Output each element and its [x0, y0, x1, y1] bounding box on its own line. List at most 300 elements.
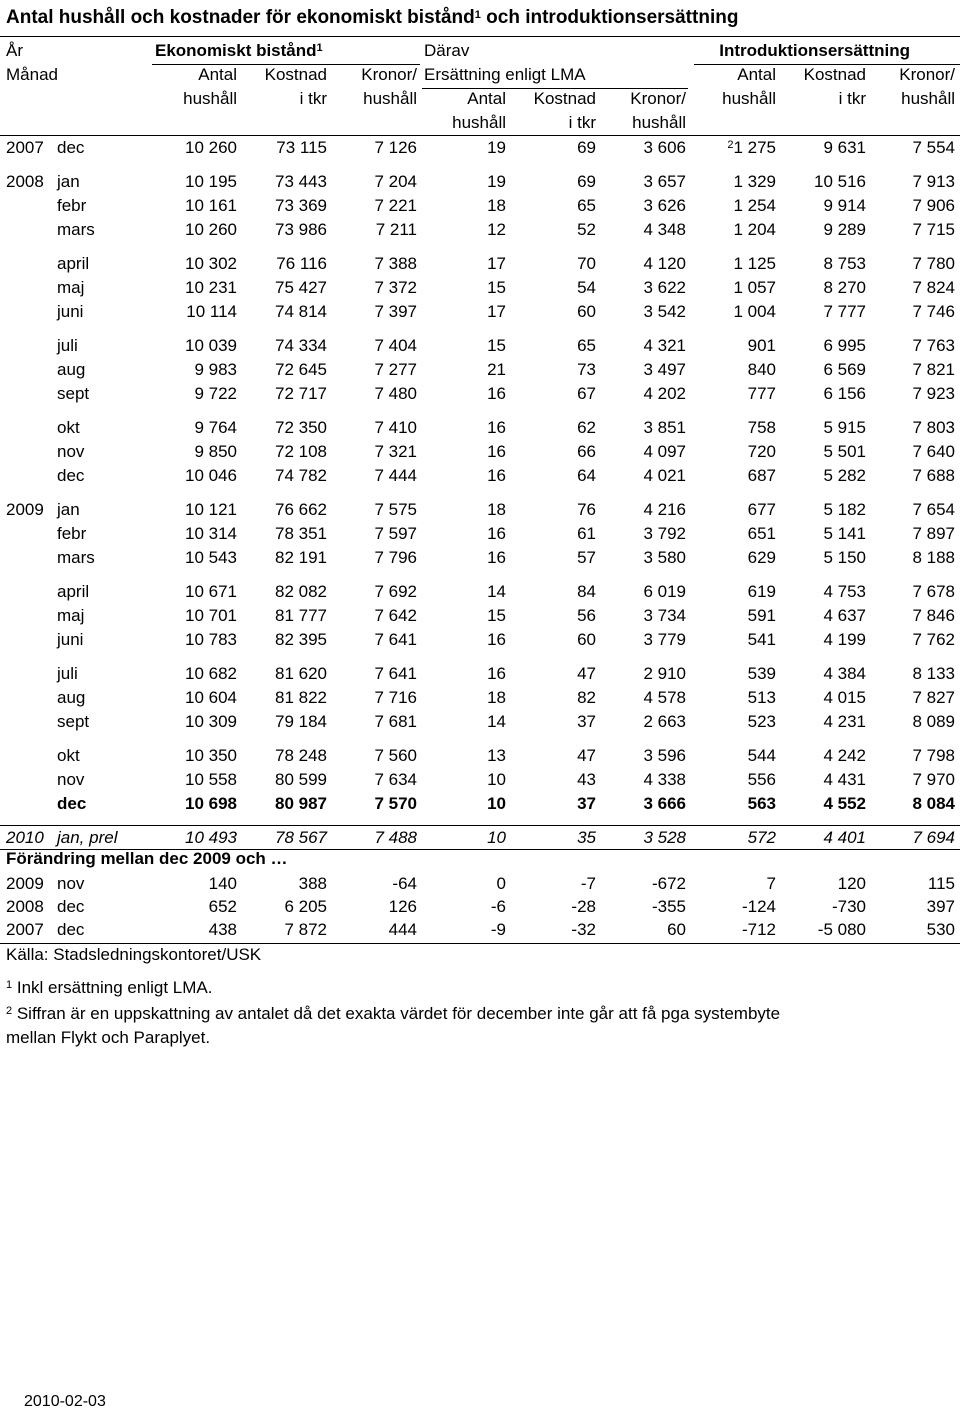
table-cell-eb-kostnad: 74 782 [275, 466, 327, 485]
table-cell-lma-antal: 15 [487, 278, 506, 297]
table-cell-lma-kostnad: 76 [577, 500, 596, 519]
table-cell-eb-kostnad: 80 987 [275, 794, 327, 813]
table-cell-lma-kostnad: 37 [577, 794, 596, 813]
table-cell-lma-kronor: 3 528 [643, 828, 686, 847]
table-cell-lma-kronor: 4 578 [643, 688, 686, 707]
table-cell-lma-antal: -6 [490, 897, 506, 916]
table-cell-lma-kostnad: 64 [577, 466, 596, 485]
table-cell-in-kronor: 530 [926, 920, 955, 939]
table-cell-eb-kronor: 7 221 [374, 196, 417, 215]
table-cell-eb-kostnad: 73 986 [275, 220, 327, 239]
table-cell-eb-kronor: 7 642 [374, 606, 417, 625]
table-cell-in-kronor: 8 084 [912, 794, 955, 813]
table-cell-in-antal: -124 [741, 897, 776, 916]
row-month: febr [57, 196, 87, 215]
table-cell-in-kronor: 7 715 [912, 220, 955, 239]
table-cell-in-antal: 1 004 [733, 302, 776, 321]
table-cell-in-kostnad: 5 141 [823, 524, 866, 543]
column-header-in-antal: Antal [737, 65, 776, 84]
row-year: 2008 [6, 172, 44, 191]
table-cell-lma-kostnad: 73 [577, 360, 596, 379]
table-cell-lma-kronor: 2 663 [643, 712, 686, 731]
header-manad: Månad [6, 65, 58, 84]
table-cell-in-kronor: 8 188 [912, 548, 955, 567]
table-cell-lma-antal: 16 [487, 384, 506, 403]
table-cell-lma-antal: 17 [487, 302, 506, 321]
row-month: febr [57, 524, 87, 543]
table-cell-lma-kronor: 4 202 [643, 384, 686, 403]
table-cell-eb-antal: 10 195 [185, 172, 237, 191]
table-cell-lma-kostnad: -28 [571, 897, 596, 916]
table-cell-lma-kronor: 2 910 [643, 664, 686, 683]
table-cell-eb-kostnad: 7 872 [284, 920, 327, 939]
table-cell-eb-kostnad: 81 777 [275, 606, 327, 625]
table-cell-in-antal: 758 [747, 418, 776, 437]
table-cell-eb-kronor: 7 570 [374, 794, 417, 813]
table-cell-eb-kronor: 444 [388, 920, 417, 939]
table-cell-eb-antal: 9 764 [194, 418, 237, 437]
table-cell-in-kronor: 7 746 [912, 302, 955, 321]
table-cell-eb-antal: 438 [208, 920, 237, 939]
table-cell-eb-kostnad: 72 717 [275, 384, 327, 403]
column-header-eb-kostnad: i tkr [299, 89, 327, 108]
row-month: okt [57, 418, 80, 437]
table-cell-in-kronor: 397 [926, 897, 955, 916]
table-cell-in-kostnad: 6 569 [823, 360, 866, 379]
row-month: juli [57, 336, 78, 355]
table-cell-lma-kronor: 6 019 [643, 582, 686, 601]
table-cell-in-kostnad: 7 777 [823, 302, 866, 321]
table-cell-eb-kronor: 7 397 [374, 302, 417, 321]
table-cell-eb-antal: 9 722 [194, 384, 237, 403]
table-cell-lma-kronor: 3 542 [643, 302, 686, 321]
table-cell-in-antal: 677 [747, 500, 776, 519]
table-cell-in-kronor: 7 640 [912, 442, 955, 461]
table-cell-in-kostnad: -5 080 [817, 920, 866, 939]
table-cell-eb-kostnad: 73 443 [275, 172, 327, 191]
table-cell-eb-kronor: 7 372 [374, 278, 417, 297]
table-cell-eb-antal: 10 314 [185, 524, 237, 543]
table-cell-in-antal: 840 [747, 360, 776, 379]
table-cell-lma-antal: 18 [487, 688, 506, 707]
table-cell-in-kronor: 7 906 [912, 196, 955, 215]
table-cell-eb-antal: 10 558 [185, 770, 237, 789]
table-cell-in-kronor: 7 821 [912, 360, 955, 379]
table-cell-eb-kronor: 7 277 [374, 360, 417, 379]
table-cell-lma-kronor: 4 216 [643, 500, 686, 519]
table-cell-eb-kostnad: 75 427 [275, 278, 327, 297]
table-cell-lma-kronor: 4 021 [643, 466, 686, 485]
table-cell-eb-antal: 10 161 [185, 196, 237, 215]
table-cell-lma-kostnad: 82 [577, 688, 596, 707]
table-cell-in-kostnad: 4 431 [823, 770, 866, 789]
table-cell-eb-kostnad: 72 108 [275, 442, 327, 461]
table-cell-in-antal: 1 254 [733, 196, 776, 215]
row-month: juli [57, 664, 78, 683]
table-cell-in-kronor: 8 089 [912, 712, 955, 731]
table-cell-in-kostnad: 8 270 [823, 278, 866, 297]
footnote-marker: 1 [6, 979, 13, 991]
row-month: jan, prel [57, 828, 118, 847]
table-cell-eb-antal: 10 783 [185, 630, 237, 649]
table-cell-lma-antal: 10 [487, 794, 506, 813]
table-cell-in-kostnad: -730 [831, 897, 866, 916]
footnote: $^2$ Siffran är en uppskattning av antalet då det exakta värdet för december inte går att få pga systembyte [6, 1004, 781, 1023]
table-cell-in-kostnad: 9 289 [823, 220, 866, 239]
table-cell-eb-kronor: 7 641 [374, 664, 417, 683]
table-cell-lma-kostnad: 69 [577, 138, 596, 157]
header-bottom-rule [0, 135, 960, 136]
table-cell-eb-antal: 652 [208, 897, 237, 916]
table-cell-lma-antal: 17 [487, 254, 506, 273]
table-cell-in-antal: 901 [747, 336, 776, 355]
table-cell-eb-kostnad: 78 351 [275, 524, 327, 543]
table-cell-in-kronor: 115 [927, 874, 955, 893]
table-cell-eb-kronor: 7 597 [374, 524, 417, 543]
table-cell-eb-kostnad: 78 248 [275, 746, 327, 765]
table-cell-lma-kostnad: 84 [577, 582, 596, 601]
table-cell-in-kostnad: 5 282 [823, 466, 866, 485]
table-cell-in-antal: $^2$1 275 [727, 138, 776, 157]
row-month: maj [57, 278, 85, 297]
table-cell-in-antal: 572 [747, 828, 776, 847]
table-cell-eb-kronor: 7 641 [374, 630, 417, 649]
column-header-lma-kostnad: Kostnad [533, 89, 596, 108]
table-cell-in-kostnad: 4 199 [823, 630, 866, 649]
table-cell-eb-kostnad: 82 191 [275, 548, 327, 567]
table-cell-lma-antal: 14 [487, 582, 506, 601]
table-cell-lma-kronor: 3 622 [643, 278, 686, 297]
table-cell-in-antal: 687 [747, 466, 776, 485]
table-cell-lma-antal: 16 [487, 466, 506, 485]
table-cell-lma-antal: 13 [487, 746, 506, 765]
table-cell-lma-kronor: 4 321 [643, 336, 686, 355]
table-cell-in-kostnad: 5 915 [823, 418, 866, 437]
table-cell-in-antal: 1 329 [733, 172, 776, 191]
table-cell-in-antal: 544 [747, 746, 776, 765]
row-month: mars [57, 220, 95, 239]
table-cell-in-kostnad: 4 753 [823, 582, 866, 601]
table-cell-in-kronor: 7 763 [912, 336, 955, 355]
row-month: maj [57, 606, 85, 625]
column-header-lma-antal: Antal [467, 89, 506, 108]
table-cell-lma-kostnad: 35 [577, 828, 596, 847]
table-cell-eb-kronor: 7 480 [374, 384, 417, 403]
footnote: mellan Flykt och Paraplyet. [6, 1028, 211, 1047]
table-cell-eb-kostnad: 81 620 [275, 664, 327, 683]
footnote-marker: 2 [727, 139, 734, 151]
table-cell-eb-antal: 10 121 [185, 500, 237, 519]
table-cell-lma-antal: 18 [487, 196, 506, 215]
table-cell-in-kronor: 8 133 [912, 664, 955, 683]
row-month: dec [57, 138, 85, 157]
table-cell-eb-antal: 140 [208, 874, 237, 893]
table-cell-eb-antal: 10 260 [185, 220, 237, 239]
row-month: juni [57, 630, 84, 649]
table-cell-in-kronor: 7 970 [912, 770, 955, 789]
column-header-in-kostnad: i tkr [838, 89, 866, 108]
table-cell-lma-kostnad: 70 [577, 254, 596, 273]
row-month: dec [57, 794, 87, 813]
section-rule [0, 825, 960, 826]
table-cell-lma-antal: 16 [487, 418, 506, 437]
column-header-eb-antal: Antal [198, 65, 237, 84]
table-cell-eb-antal: 10 350 [185, 746, 237, 765]
table-cell-eb-antal: 10 046 [185, 466, 237, 485]
table-cell-lma-kronor: 3 596 [643, 746, 686, 765]
column-header-eb-kostnad: Kostnad [264, 65, 327, 84]
table-cell-lma-kostnad: 66 [577, 442, 596, 461]
table-cell-lma-antal: 19 [487, 172, 506, 191]
table-cell-in-kostnad: 5 150 [823, 548, 866, 567]
table-cell-in-kostnad: 4 637 [823, 606, 866, 625]
table-cell-in-kostnad: 9 914 [823, 196, 866, 215]
table-cell-lma-kostnad: 47 [577, 664, 596, 683]
table-cell-in-antal: 556 [747, 770, 776, 789]
table-cell-in-kronor: 7 913 [912, 172, 955, 191]
table-cell-eb-antal: 10 260 [185, 138, 237, 157]
table-cell-eb-antal: 9 983 [194, 360, 237, 379]
table-cell-eb-kronor: 7 204 [374, 172, 417, 191]
table-cell-eb-antal: 10 114 [186, 302, 237, 321]
row-month: sept [57, 712, 90, 731]
table-cell-in-kronor: 7 694 [912, 828, 955, 847]
table-cell-lma-antal: 21 [487, 360, 506, 379]
table-cell-in-antal: 777 [747, 384, 776, 403]
table-cell-in-kronor: 7 688 [912, 466, 955, 485]
table-cell-lma-kronor: 3 580 [643, 548, 686, 567]
table-cell-eb-kronor: 7 692 [374, 582, 417, 601]
table-cell-eb-kostnad: 72 645 [275, 360, 327, 379]
table-cell-lma-antal: 14 [487, 712, 506, 731]
table-cell-in-antal: 1 204 [733, 220, 776, 239]
table-cell-in-kostnad: 4 384 [823, 664, 866, 683]
table-cell-lma-kronor: 3 657 [643, 172, 686, 191]
table-cell-in-kostnad: 10 516 [814, 172, 866, 191]
table-cell-in-kronor: 7 923 [912, 384, 955, 403]
page-title: Antal hushåll och kostnader för ekonomiskt bistånd$^1$ och introduktionsersättning [6, 7, 739, 28]
table-cell-lma-kronor: 3 606 [643, 138, 686, 157]
row-month: dec [57, 466, 85, 485]
table-cell-lma-kostnad: 37 [577, 712, 596, 731]
row-month: dec [57, 897, 85, 916]
table-cell-lma-kostnad: 52 [577, 220, 596, 239]
table-cell-lma-kostnad: 60 [577, 302, 596, 321]
table-cell-eb-antal: 10 682 [185, 664, 237, 683]
table-cell-in-kronor: 7 897 [912, 524, 955, 543]
table-cell-eb-antal: 9 850 [194, 442, 237, 461]
table-cell-eb-kostnad: 81 822 [275, 688, 327, 707]
table-cell-lma-antal: 16 [487, 548, 506, 567]
change-heading: Förändring mellan dec 2009 och … [6, 849, 288, 868]
column-header-in-kronor: hushåll [901, 89, 955, 108]
table-cell-eb-kronor: 7 410 [374, 418, 417, 437]
table-cell-lma-kronor: 4 097 [643, 442, 686, 461]
table-cell-in-antal: 651 [747, 524, 776, 543]
table-cell-lma-kronor: 3 497 [643, 360, 686, 379]
table-cell-lma-kronor: 3 626 [643, 196, 686, 215]
header-ar: År [6, 41, 23, 60]
table-cell-in-kostnad: 8 753 [823, 254, 866, 273]
table-cell-eb-kronor: 7 211 [375, 220, 417, 239]
table-cell-eb-kostnad: 388 [298, 874, 327, 893]
table-cell-in-kronor: 7 824 [912, 278, 955, 297]
table-cell-lma-antal: 15 [487, 606, 506, 625]
table-cell-eb-kronor: 7 126 [374, 138, 417, 157]
table-cell-in-kronor: 7 846 [912, 606, 955, 625]
column-header-in-antal: hushåll [722, 89, 776, 108]
column-header-eb-kronor: hushåll [363, 89, 417, 108]
table-cell-eb-kronor: 7 444 [374, 466, 417, 485]
row-month: aug [57, 688, 86, 707]
table-cell-eb-antal: 10 543 [185, 548, 237, 567]
table-cell-lma-kronor: 3 792 [643, 524, 686, 543]
table-cell-lma-antal: 10 [487, 770, 506, 789]
row-month: april [57, 582, 90, 601]
row-month: april [57, 254, 90, 273]
print-date: 2010-02-03 [24, 1393, 106, 1410]
column-header-lma-kronor: Kronor/ [630, 89, 686, 108]
row-year: 2009 [6, 874, 44, 893]
table-cell-eb-kostnad: 78 567 [275, 828, 327, 847]
table-cell-eb-antal: 10 604 [185, 688, 237, 707]
table-cell-lma-kostnad: -32 [571, 920, 596, 939]
table-cell-in-kostnad: 6 995 [823, 336, 866, 355]
table-cell-eb-antal: 10 231 [185, 278, 237, 297]
row-month: sept [57, 384, 90, 403]
table-cell-lma-kostnad: 47 [577, 746, 596, 765]
table-cell-in-antal: 629 [747, 548, 776, 567]
table-cell-in-kronor: 7 678 [912, 582, 955, 601]
table-cell-lma-kostnad: 56 [577, 606, 596, 625]
table-cell-lma-antal: 10 [487, 828, 506, 847]
table-cell-eb-kostnad: 76 116 [276, 254, 327, 273]
table-cell-in-kostnad: 4 401 [823, 828, 866, 847]
row-year: 2007 [6, 920, 44, 939]
table-cell-eb-kostnad: 82 082 [275, 582, 327, 601]
table-cell-in-antal: 591 [747, 606, 776, 625]
table-cell-lma-antal: 19 [487, 138, 506, 157]
table-cell-lma-antal: 16 [487, 524, 506, 543]
table-cell-in-antal: 523 [747, 712, 776, 731]
table-cell-eb-kronor: -64 [392, 874, 417, 893]
table-cell-lma-kronor: 4 120 [643, 254, 686, 273]
row-month: nov [57, 874, 85, 893]
header-ersattning-lma: Ersättning enligt LMA [424, 65, 586, 84]
column-header-lma-kronor: hushåll [632, 113, 686, 132]
table-cell-lma-antal: -9 [490, 920, 506, 939]
table-cell-in-antal: 1 057 [733, 278, 776, 297]
table-cell-lma-antal: 0 [496, 874, 506, 893]
table-cell-lma-kostnad: 69 [577, 172, 596, 191]
table-cell-lma-kostnad: 67 [577, 384, 596, 403]
table-cell-in-kostnad: 5 182 [823, 500, 866, 519]
table-cell-in-antal: 619 [747, 582, 776, 601]
table-cell-eb-kronor: 7 681 [374, 712, 417, 731]
table-cell-eb-kronor: 7 716 [374, 688, 417, 707]
table-cell-eb-antal: 10 302 [185, 254, 237, 273]
table-cell-eb-antal: 10 701 [185, 606, 237, 625]
table-cell-lma-antal: 12 [487, 220, 506, 239]
table-cell-lma-kronor: 60 [667, 920, 686, 939]
column-header-eb-kronor: Kronor/ [361, 65, 417, 84]
table-cell-lma-kostnad: 65 [577, 336, 596, 355]
table-cell-eb-kronor: 7 575 [374, 500, 417, 519]
row-month: aug [57, 360, 86, 379]
row-year: 2009 [6, 500, 44, 519]
table-cell-eb-kostnad: 73 115 [276, 138, 327, 157]
table-cell-in-antal: 7 [766, 874, 776, 893]
table-cell-in-antal: -712 [741, 920, 776, 939]
row-month: jan [57, 500, 80, 519]
table-cell-lma-kronor: -672 [651, 874, 686, 893]
row-month: dec [57, 920, 85, 939]
column-header-lma-antal: hushåll [452, 113, 506, 132]
table-cell-lma-kronor: -355 [651, 897, 686, 916]
table-cell-in-kronor: 7 827 [912, 688, 955, 707]
table-cell-eb-kostnad: 82 395 [275, 630, 327, 649]
table-cell-eb-antal: 10 493 [185, 828, 237, 847]
row-year: 2007 [6, 138, 44, 157]
column-header-in-kronor: Kronor/ [899, 65, 955, 84]
header-darav: Därav [424, 41, 470, 60]
row-month: juni [57, 302, 84, 321]
table-cell-in-antal: 513 [747, 688, 776, 707]
table-cell-in-kronor: 7 554 [912, 138, 955, 157]
row-month: nov [57, 770, 85, 789]
table-cell-lma-kronor: 3 779 [643, 630, 686, 649]
table-cell-eb-kronor: 7 488 [374, 828, 417, 847]
table-cell-in-kostnad: 4 242 [823, 746, 866, 765]
table-cell-eb-kostnad: 73 369 [275, 196, 327, 215]
table-cell-eb-kostnad: 72 350 [275, 418, 327, 437]
table-cell-eb-antal: 10 671 [185, 582, 237, 601]
row-month: nov [57, 442, 85, 461]
table-cell-eb-kronor: 7 321 [374, 442, 417, 461]
header-ekonomiskt-bistand: Ekonomiskt bistånd$^1$ [155, 41, 323, 60]
table-cell-lma-kronor: 3 734 [643, 606, 686, 625]
title-rule [0, 36, 960, 37]
table-cell-eb-kostnad: 79 184 [275, 712, 327, 731]
table-cell-in-kostnad: 4 552 [823, 794, 866, 813]
row-year: 2010 [6, 828, 44, 847]
table-cell-lma-antal: 15 [487, 336, 506, 355]
table-cell-in-kronor: 7 780 [912, 254, 955, 273]
table-cell-in-kostnad: 120 [837, 874, 866, 893]
table-cell-in-kronor: 7 762 [912, 630, 955, 649]
footnote-marker: 2 [6, 1005, 13, 1017]
table-cell-lma-kostnad: 61 [577, 524, 596, 543]
column-header-eb-antal: hushåll [183, 89, 237, 108]
column-header-in-kostnad: Kostnad [803, 65, 866, 84]
table-cell-in-antal: 539 [747, 664, 776, 683]
table-cell-lma-kronor: 3 666 [643, 794, 686, 813]
table-cell-eb-kostnad: 74 814 [275, 302, 327, 321]
table-cell-in-kostnad: 6 156 [823, 384, 866, 403]
row-month: okt [57, 746, 80, 765]
table-cell-eb-antal: 10 309 [185, 712, 237, 731]
table-cell-eb-kostnad: 6 205 [284, 897, 327, 916]
row-month: jan [57, 172, 80, 191]
table-cell-eb-kostnad: 80 599 [275, 770, 327, 789]
table-cell-lma-kostnad: 65 [577, 196, 596, 215]
table-cell-in-kostnad: 9 631 [823, 138, 866, 157]
row-year: 2008 [6, 897, 44, 916]
table-cell-in-antal: 541 [747, 630, 776, 649]
table-cell-lma-kostnad: 43 [577, 770, 596, 789]
table-cell-in-kronor: 7 654 [912, 500, 955, 519]
table-cell-lma-kostnad: 57 [577, 548, 596, 567]
